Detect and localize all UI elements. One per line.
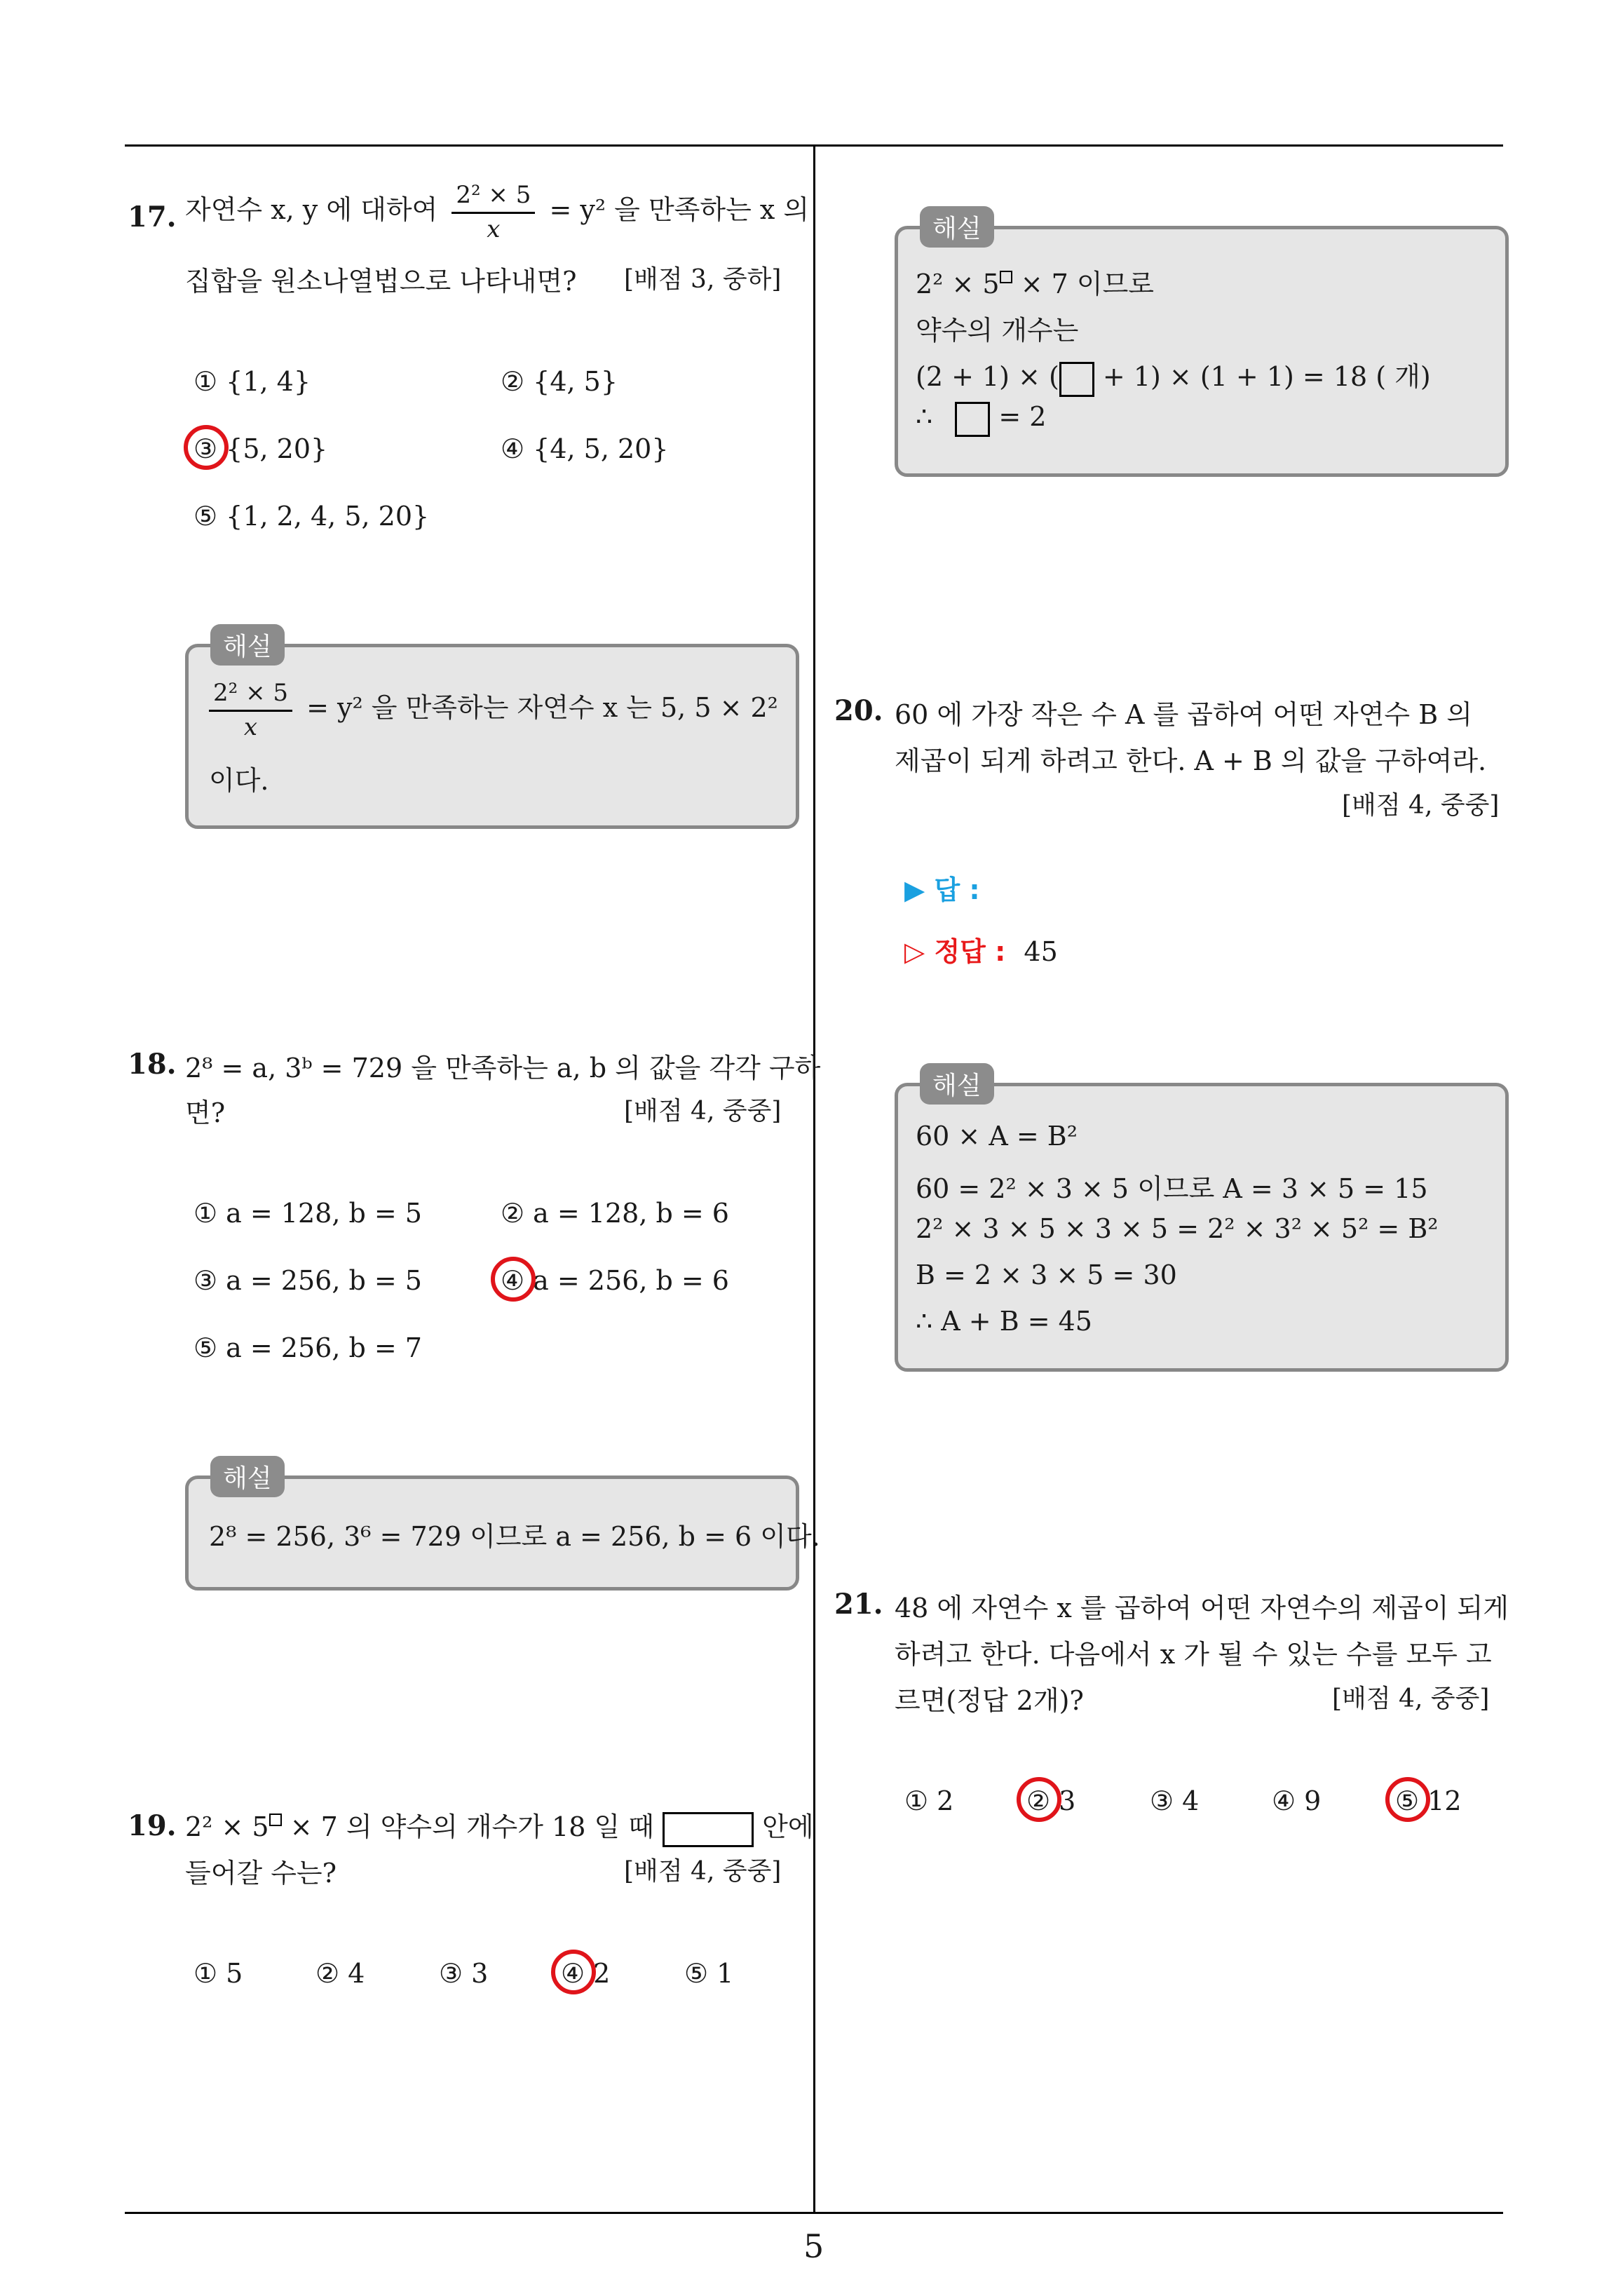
q21-meta: [배점 4, 중중] xyxy=(1332,1684,1490,1713)
q18-correct-mark xyxy=(491,1257,536,1302)
q20-number: 20. xyxy=(834,694,883,727)
q19-sol-line3-pre: (2 + 1) × ( xyxy=(916,361,1059,392)
q19-sol-line4-post: = 2 xyxy=(998,401,1047,432)
q17-option-2[interactable]: ② {4, 5} xyxy=(501,366,618,397)
q18-solution-tag: 해설 xyxy=(210,1456,285,1497)
q17-line1 xyxy=(185,181,809,243)
answer-blank-box xyxy=(663,1812,754,1847)
q18-option-4[interactable]: ④ a = 256, b = 6 xyxy=(501,1265,729,1296)
q19-line2: 들어갈 수는? xyxy=(185,1858,337,1889)
q21-correct-mark-5 xyxy=(1385,1777,1430,1822)
q19-option-3[interactable]: ③ 3 xyxy=(439,1958,489,1989)
q19-solution-line4 xyxy=(916,401,1046,437)
q17-solution-line2: 이다. xyxy=(209,765,269,796)
q17-line1-post: = y² 을 만족하는 x 의 xyxy=(549,194,810,225)
q21-option-1[interactable]: ① 2 xyxy=(904,1785,954,1816)
q17-meta: [배점 3, 중하] xyxy=(624,265,782,294)
q17-line2: 집합을 원소나열법으로 나타내면? xyxy=(185,266,577,297)
q21-option-3[interactable]: ③ 4 xyxy=(1150,1785,1200,1816)
q17-sol-line1-post: = y² 을 만족하는 자연수 x 는 5, 5 × 2² xyxy=(306,692,778,723)
q19-solution-line2: 약수의 개수는 xyxy=(916,315,1079,346)
blank-box xyxy=(269,1814,282,1826)
q20-solution-tag: 해설 xyxy=(920,1063,994,1105)
q19-line1-post: 안에 xyxy=(762,1811,814,1842)
q18-option-2[interactable]: ② a = 128, b = 6 xyxy=(501,1198,729,1229)
q18-line2: 면? xyxy=(185,1098,226,1128)
q20-solution-line1: 60 × A = B² xyxy=(916,1121,1078,1152)
q21-option-2[interactable]: ② 3 xyxy=(1026,1785,1076,1816)
q17-sol-fraction xyxy=(209,679,292,741)
q17-solution-tag: 해설 xyxy=(210,624,285,666)
q19-option-2[interactable]: ② 4 xyxy=(315,1958,365,1989)
q19-sol-line1-pre: 2² × 5 xyxy=(916,269,1000,299)
q17-number: 17. xyxy=(128,201,177,234)
q21-line3: 르면(정답 2개)? xyxy=(895,1685,1084,1716)
q17-correct-mark xyxy=(184,425,229,470)
q20-answer-label: ▶ 답 : xyxy=(904,874,980,905)
q20-line1: 60 에 가장 작은 수 A 를 곱하여 어떤 자연수 B 의 xyxy=(895,699,1472,730)
page-number: 5 xyxy=(803,2227,824,2265)
q18-line1: 2⁸ = a, 3ᵇ = 729 을 만족하는 a, b 의 값을 각각 구하 xyxy=(185,1053,821,1083)
q17-option-4[interactable]: ④ {4, 5, 20} xyxy=(501,433,669,464)
q20-meta: [배점 4, 중중] xyxy=(1342,791,1500,820)
q21-line2: 하려고 한다. 다음에서 x 가 될 수 있는 수를 모두 고 xyxy=(895,1639,1492,1670)
q17-frac-num: 2² × 5 xyxy=(451,181,535,214)
q20-correct-label: ▷ 정답 : xyxy=(904,936,1006,967)
q20-line2: 제곱이 되게 하려고 한다. A + B 의 값을 구하여라. xyxy=(895,745,1487,776)
q19-sol-line4-pre: ∴ xyxy=(916,401,933,432)
q19-option-4[interactable]: ④ 2 xyxy=(561,1958,611,1989)
q19-number: 19. xyxy=(128,1809,177,1842)
q18-solution-line1: 2⁸ = 256, 3⁶ = 729 이므로 a = 256, b = 6 이다. xyxy=(209,1521,820,1552)
q19-correct-mark xyxy=(551,1950,596,1994)
q21-option-4[interactable]: ④ 9 xyxy=(1272,1785,1322,1816)
q21-option-5[interactable]: ⑤ 12 xyxy=(1395,1785,1462,1816)
q19-option-1[interactable]: ① 5 xyxy=(193,1958,243,1989)
q20-correct-value: 45 xyxy=(1024,936,1058,967)
blank-box xyxy=(955,402,990,437)
q19-solution-line3 xyxy=(916,355,1431,397)
q19-sol-line1-post: × 7 이므로 xyxy=(1020,269,1154,299)
q19-sol-line3-post: + 1) × (1 + 1) = 18 ( 개) xyxy=(1102,361,1431,392)
q21-number: 21. xyxy=(834,1588,883,1621)
q17-solution-line1 xyxy=(209,679,778,741)
q18-option-1[interactable]: ① a = 128, b = 5 xyxy=(193,1198,422,1229)
q20-correct-row xyxy=(904,930,1058,968)
q19-solution-tag: 해설 xyxy=(920,206,994,248)
blank-box xyxy=(1059,362,1094,397)
q17-option-3[interactable]: ③ {5, 20} xyxy=(193,433,328,464)
q20-solution-line4: B = 2 × 3 × 5 = 30 xyxy=(916,1260,1177,1290)
q19-line1-pre: 2² × 5 xyxy=(185,1811,269,1842)
q19-option-5[interactable]: ⑤ 1 xyxy=(684,1958,734,1989)
q20-solution-line3: 2² × 3 × 5 × 3 × 5 = 2² × 3² × 5² = B² xyxy=(916,1213,1439,1244)
q18-option-3[interactable]: ③ a = 256, b = 5 xyxy=(193,1265,422,1296)
q21-correct-mark-2 xyxy=(1017,1777,1061,1822)
q17-frac-den: x xyxy=(487,215,501,243)
q19-line1 xyxy=(185,1805,814,1847)
q17-sol-frac-num: 2² × 5 xyxy=(209,679,292,712)
q18-number: 18. xyxy=(128,1048,177,1081)
column-divider xyxy=(813,144,815,2213)
q20-solution-line5: ∴ A + B = 45 xyxy=(916,1306,1092,1337)
q17-option-1[interactable]: ① {1, 4} xyxy=(193,366,311,397)
blank-box xyxy=(1000,271,1012,283)
bottom-rule xyxy=(125,2212,1503,2214)
q21-line1: 48 에 자연수 x 를 곱하여 어떤 자연수의 제곱이 되게 xyxy=(895,1593,1509,1623)
q19-line1-mid: × 7 의 약수의 개수가 18 일 때 xyxy=(290,1811,654,1842)
q17-option-5[interactable]: ⑤ {1, 2, 4, 5, 20} xyxy=(193,501,430,532)
q19-meta: [배점 4, 중중] xyxy=(624,1857,782,1886)
q18-meta: [배점 4, 중중] xyxy=(624,1097,782,1126)
q19-solution-line1 xyxy=(916,262,1154,301)
q17-line1-pre: 자연수 x, y 에 대하여 xyxy=(185,194,438,225)
q18-option-5[interactable]: ⑤ a = 256, b = 7 xyxy=(193,1332,422,1363)
q17-sol-frac-den: x xyxy=(243,713,258,741)
q17-fraction xyxy=(451,181,535,243)
q20-solution-line2: 60 = 2² × 3 × 5 이므로 A = 3 × 5 = 15 xyxy=(916,1173,1428,1204)
